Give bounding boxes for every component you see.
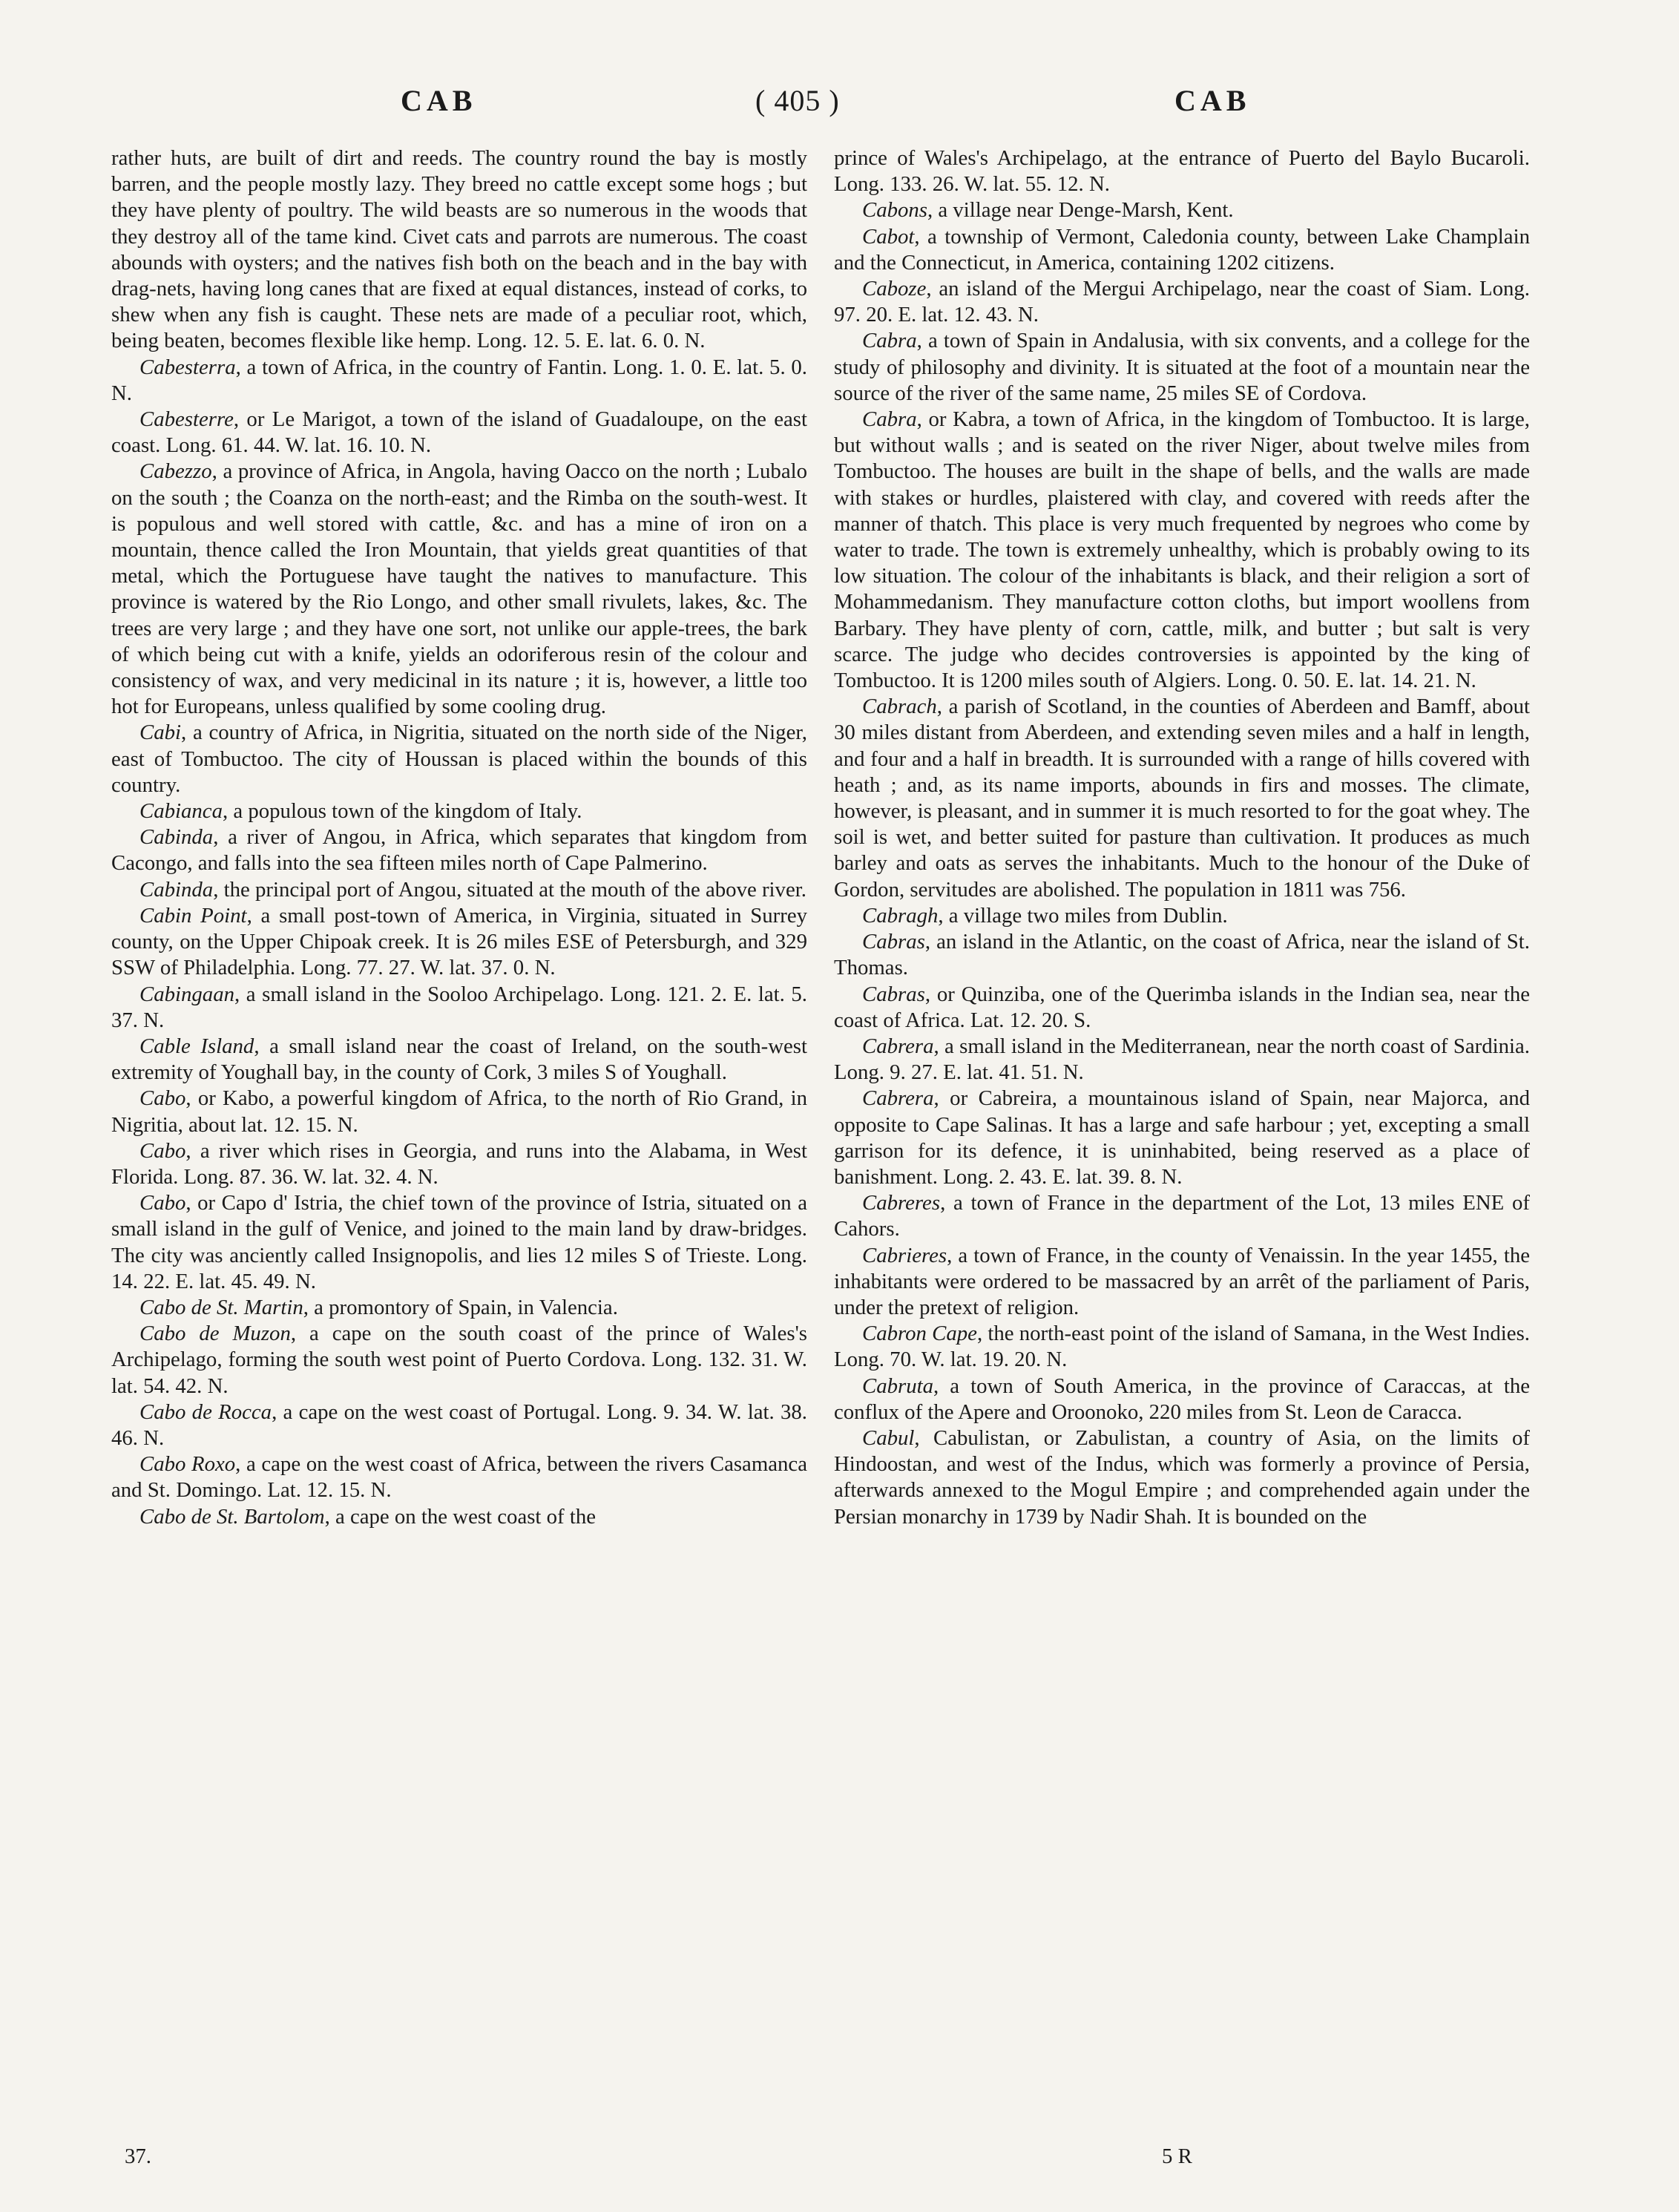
dictionary-entry — [111, 1034, 807, 1086]
dictionary-entry — [834, 328, 1530, 407]
entry-text: prince of Wales's Archipelago, at the entrance of Puerto del Baylo Bucaroli. Long. 133. 26. W. lat. 55. 12. N. — [834, 146, 1530, 197]
entry-term: Cabron Cape — [862, 1322, 977, 1346]
entry-term: Cabra — [862, 407, 917, 432]
entry-term: Cabragh — [862, 903, 939, 928]
dictionary-entry — [834, 1086, 1530, 1190]
entry-text: , a river which rises in Georgia, and runs into the Alabama, in West Florida. Long. 87. 36. W. lat. 32. 4. N. — [111, 1138, 807, 1189]
entry-term: Cabot — [862, 224, 915, 249]
header-right-catchword: CAB — [1174, 84, 1251, 117]
dictionary-entry — [111, 1086, 807, 1138]
entry-term: Cabi — [139, 721, 182, 745]
dictionary-entry — [834, 1425, 1530, 1530]
entry-term: Cabras — [862, 982, 925, 1006]
entry-term: Cabesterra — [139, 355, 236, 379]
dictionary-entry — [834, 407, 1530, 694]
dictionary-entry — [111, 903, 807, 982]
dictionary-entry — [111, 877, 807, 903]
entry-text: , a village near Denge-Marsh, Kent. — [927, 198, 1234, 223]
dictionary-entry — [834, 903, 1530, 929]
dictionary-entry — [111, 1295, 807, 1321]
dictionary-entry — [834, 1374, 1530, 1425]
dictionary-entry — [111, 407, 807, 459]
entry-text: , a township of Vermont, Caledonia county, between Lake Champlain and the Connecticut, in America, containing 1202 citizens. — [834, 224, 1530, 275]
entry-text: , the principal port of Angou, situated at the mouth of the above river. — [213, 877, 806, 902]
entry-text: , a small post-town of America, in Virginia, situated in Surrey county, on the Upper Chipoak creek. It is 26 miles ESE of Petersburgh, and 329 SSW of Philadelphia. Long. 77. 27. W. lat. 37. 0. N. — [111, 903, 807, 980]
entry-text: rather huts, are built of dirt and reeds. The country round the bay is mostly barren, and the people mostly lazy. They breed no cattle except some hogs ; but they have plenty of poultry. The wild beasts are so numerous in the woods that they destroy all of the tame kind. Civet cats and parrots are numerous. The coast abounds with oysters; and the natives fish both on the beach and in the bay with drag-nets, having long canes that are fixed at equal distances, instead of corks, to shew when any fish is caught. These nets are made of a peculiar root, which, being beaten, becomes flexible like hemp. Long. 12. 5. E. lat. 6. 0. N. — [111, 146, 807, 353]
entry-text: , a town of France, in the county of Venaissin. In the year 1455, the inhabitants were ordered to be massacred by an arrêt of the parliament of Paris, under the pretext of religion. — [834, 1243, 1530, 1319]
entry-term: Cabesterre — [139, 407, 234, 432]
entry-text: , a province of Africa, in Angola, having Oacco on the north ; Lubalo on the south ; the Coanza on the north-east; and the Rimba on the south-west. It is populous and well stored with cattle, &c. and has a mine of iron on a mountain, thence called the Iron Mountain, that yields great quantities of that metal, which the Portuguese have taught the natives to manufacture. This province is watered by the Rio Longo, and other small rivulets, lakes, &c. The trees are very large ; and they have one sort, not unlike our apple-trees, the bark of which being cut with a knife, yields an odoriferous resin of the colour and consistency of wax, and very medicinal in its nature ; it is, however, a little too hot for Europeans, unless qualified by some cooling drug. — [111, 459, 807, 719]
entry-term: Cabo — [139, 1191, 186, 1215]
entry-text: , or Kabra, a town of Africa, in the kingdom of Tombuctoo. It is large, but without walls ; and is seated on the river Niger, about twelve miles from Tombuctoo. The houses are built in the shape of bells, and the walls are made with stakes or hurdles, plaistered with clay, and covered with reeds after the manner of thatch. This place is very much frequented by negroes who come by water to trade. The town is extremely unhealthy, which is probably owing to its low situation. The colour of the inhabitants is black, and their religion a sort of Mohammedanism. They manufacture cotton cloths, but import woollens from Barbary. They have plenty of corn, cattle, milk, and butter ; but salt is very scarce. The judge who decides controversies is appointed by the king of Tombuctoo. It is 1200 miles south of Algiers. Long. 0. 50. E. lat. 14. 21. N. — [834, 407, 1530, 693]
entry-term: Caboze — [862, 277, 927, 301]
right-column — [834, 145, 1530, 1530]
dictionary-entry — [111, 1504, 807, 1530]
dictionary-entry — [111, 798, 807, 824]
entry-text: , a cape on the west coast of Africa, between the rivers Casamanca and St. Domingo. Lat. 12. 15. N. — [111, 1452, 807, 1503]
entry-text: , a cape on the west coast of the — [324, 1504, 596, 1529]
dictionary-entry — [111, 720, 807, 798]
entry-term: Cabianca — [139, 799, 223, 824]
dictionary-entry — [111, 1190, 807, 1295]
dictionary-entry — [111, 355, 807, 407]
dictionary-entry — [834, 1034, 1530, 1086]
entry-term: Cabo — [139, 1138, 186, 1163]
entry-text: , a town of Spain in Andalusia, with six convents, and a college for the study of philosophy and divinity. It is situated at the foot of a mountain near the source of the river of the same name, 25 miles SE of Cordova. — [834, 329, 1530, 405]
entry-text: , or Cabreira, a mountainous island of Spain, near Majorca, and opposite to Cape Salinas. It has a large and safe harbour ; yet, excepting a small garrison for its defence, it is uninhabited, being reserved as a place of banishment. Long. 2. 43. E. lat. 39. 8. N. — [834, 1086, 1530, 1189]
header-left-catchword: CAB — [401, 84, 477, 117]
entry-text: , an island of the Mergui Archipelago, near the coast of Siam. Long. 97. 20. E. lat. 12. 43. N. — [834, 277, 1530, 327]
entry-term: Cabrach — [862, 695, 937, 719]
left-column — [111, 145, 807, 1530]
entry-term: Cabo de Muzon — [139, 1322, 291, 1346]
entry-text: , a town of Africa, in the country of Fantin. Long. 1. 0. E. lat. 5. 0. N. — [111, 355, 807, 405]
entry-text: , a promontory of Spain, in Valencia. — [303, 1295, 618, 1319]
dictionary-entry — [834, 1190, 1530, 1242]
dictionary-entry — [834, 1243, 1530, 1322]
entry-term: Cabul — [862, 1425, 915, 1450]
dictionary-entry — [834, 276, 1530, 328]
dictionary-entry — [111, 145, 807, 355]
dictionary-entry — [834, 694, 1530, 903]
entry-term: Cabreres — [862, 1191, 941, 1215]
entry-text: , a river of Angou, in Africa, which separates that kingdom from Cacongo, and falls into the sea fifteen miles north of Cape Palmerino. — [111, 825, 807, 876]
entry-term: Cabruta — [862, 1374, 934, 1398]
entry-text: , the north-east point of the island of Samana, in the West Indies. Long. 70. W. lat. 19. 20. N. — [834, 1322, 1530, 1372]
entry-text: , a country of Africa, in Nigritia, situated on the north side of the Niger, east of Tombuctoo. The city of Houssan is placed within the bounds of this country. — [111, 721, 807, 797]
entry-term: Cabras — [862, 930, 925, 954]
entry-text: , Cabulistan, or Zabulistan, a country of Asia, on the limits of Hindoostan, and west of the Indus, which was formerly a province of Persia, afterwards annexed to the Mogul Empire ; and comprehended again under the Persian monarchy in 1739 by Nadir Shah. It is bounded on the — [834, 1425, 1530, 1529]
dictionary-entry — [834, 145, 1530, 197]
entry-text: , a town of South America, in the province of Caraccas, at the conflux of the Apere and Oroonoko, 220 miles from St. Leon de Caracca. — [834, 1374, 1530, 1424]
dictionary-entry — [111, 982, 807, 1034]
entry-text: , or Kabo, a powerful kingdom of Africa, to the north of Rio Grand, in Nigritia, about lat. 12. 15. N. — [111, 1086, 807, 1137]
page-number: ( 405 ) — [755, 84, 840, 117]
entry-text: , or Le Marigot, a town of the island of Guadaloupe, on the east coast. Long. 61. 44. W. lat. 16. 10. N. — [111, 407, 807, 458]
entry-term: Cabin Point — [139, 903, 247, 928]
dictionary-entry — [834, 982, 1530, 1034]
entry-term: Cabrera — [862, 1086, 934, 1111]
entry-text: , a cape on the south coast of the prince of Wales's Archipelago, forming the south west point of Puerto Cordova. Long. 132. 31. W. lat. 54. 42. N. — [111, 1322, 807, 1398]
entry-term: Cabo Roxo — [139, 1452, 236, 1477]
entry-text: , a small island in the Sooloo Archipelago. Long. 121. 2. E. lat. 5. 37. N. — [111, 982, 807, 1032]
entry-term: Cabra — [862, 329, 917, 353]
entry-text: , or Capo d' Istria, the chief town of the province of Istria, situated on a small island in the gulf of Venice, and joined to the main land by draw-bridges. The city was anciently called Insignopolis, and lies 12 miles S of Trieste. Long. 14. 22. E. lat. 45. 49. N. — [111, 1191, 807, 1293]
entry-text: , a cape on the west coast of Portugal. Long. 9. 34. W. lat. 38. 46. N. — [111, 1399, 807, 1450]
dictionary-entry — [834, 929, 1530, 981]
entry-term: Cabrera — [862, 1034, 934, 1058]
entry-term: Cabo de St. Bartolom — [139, 1504, 325, 1529]
entry-text: , an island in the Atlantic, on the coast of Africa, near the island of St. Thomas. — [834, 930, 1530, 980]
entry-text: , a town of France in the department of the Lot, 13 miles ENE of Cahors. — [834, 1191, 1530, 1241]
dictionary-entry — [111, 1138, 807, 1190]
dictionary-entry — [834, 1321, 1530, 1373]
dictionary-entry — [111, 1321, 807, 1399]
entry-text: , or Quinziba, one of the Querimba islands in the Indian sea, near the coast of Africa. Lat. 12. 20. S. — [834, 982, 1530, 1032]
entry-term: Cabons — [862, 198, 928, 223]
dictionary-entry — [111, 1451, 807, 1503]
entry-term: Cabinda — [139, 877, 214, 902]
entry-term: Cabo de St. Martin — [139, 1295, 303, 1319]
signature-left: 37. — [125, 2144, 151, 2168]
entry-term: Cable Island — [139, 1034, 254, 1058]
entry-term: Cabinda — [139, 825, 214, 850]
dictionary-entry — [111, 1399, 807, 1451]
entry-term: Cabo de Rocca — [139, 1399, 272, 1424]
entry-text: , a village two miles from Dublin. — [938, 903, 1228, 928]
entry-text: , a populous town of the kingdom of Italy. — [222, 799, 582, 824]
entry-text: , a small island in the Mediterranean, near the north coast of Sardinia. Long. 9. 27. E. lat. 41. 51. N. — [834, 1034, 1530, 1085]
entry-term: Cabezzo — [139, 459, 212, 484]
entry-term: Cabo — [139, 1086, 186, 1111]
entry-text: , a parish of Scotland, in the counties of Aberdeen and Bamff, about 30 miles distant from Aberdeen, and extending seven miles and a half in length, and four and a half in breadth. It is surrounded with a range of hills covered with heath ; and, as its name imports, abounds in firs and mosses. The climate, however, is pleasant, and in summer it is much resorted to for the goat whey. The soil is wet, and better suited for pasture than cultivation. It produces as much barley and oats as serves the inhabitants. Much to the honour of the Duke of Gordon, servitudes are abolished. The population in 1811 was 756. — [834, 695, 1530, 902]
signature-right: 5 R — [1162, 2144, 1192, 2168]
dictionary-entry — [111, 459, 807, 720]
entry-term: Cabrieres — [862, 1243, 947, 1267]
dictionary-entry — [834, 224, 1530, 276]
page-header — [111, 83, 1580, 128]
entry-text: , a small island near the coast of Ireland, on the south-west extremity of Youghall bay, in the county of Cork, 3 miles S of Youghall. — [111, 1034, 807, 1085]
dictionary-entry — [834, 197, 1530, 223]
entry-term: Cabingaan — [139, 982, 234, 1006]
dictionary-entry — [111, 824, 807, 876]
